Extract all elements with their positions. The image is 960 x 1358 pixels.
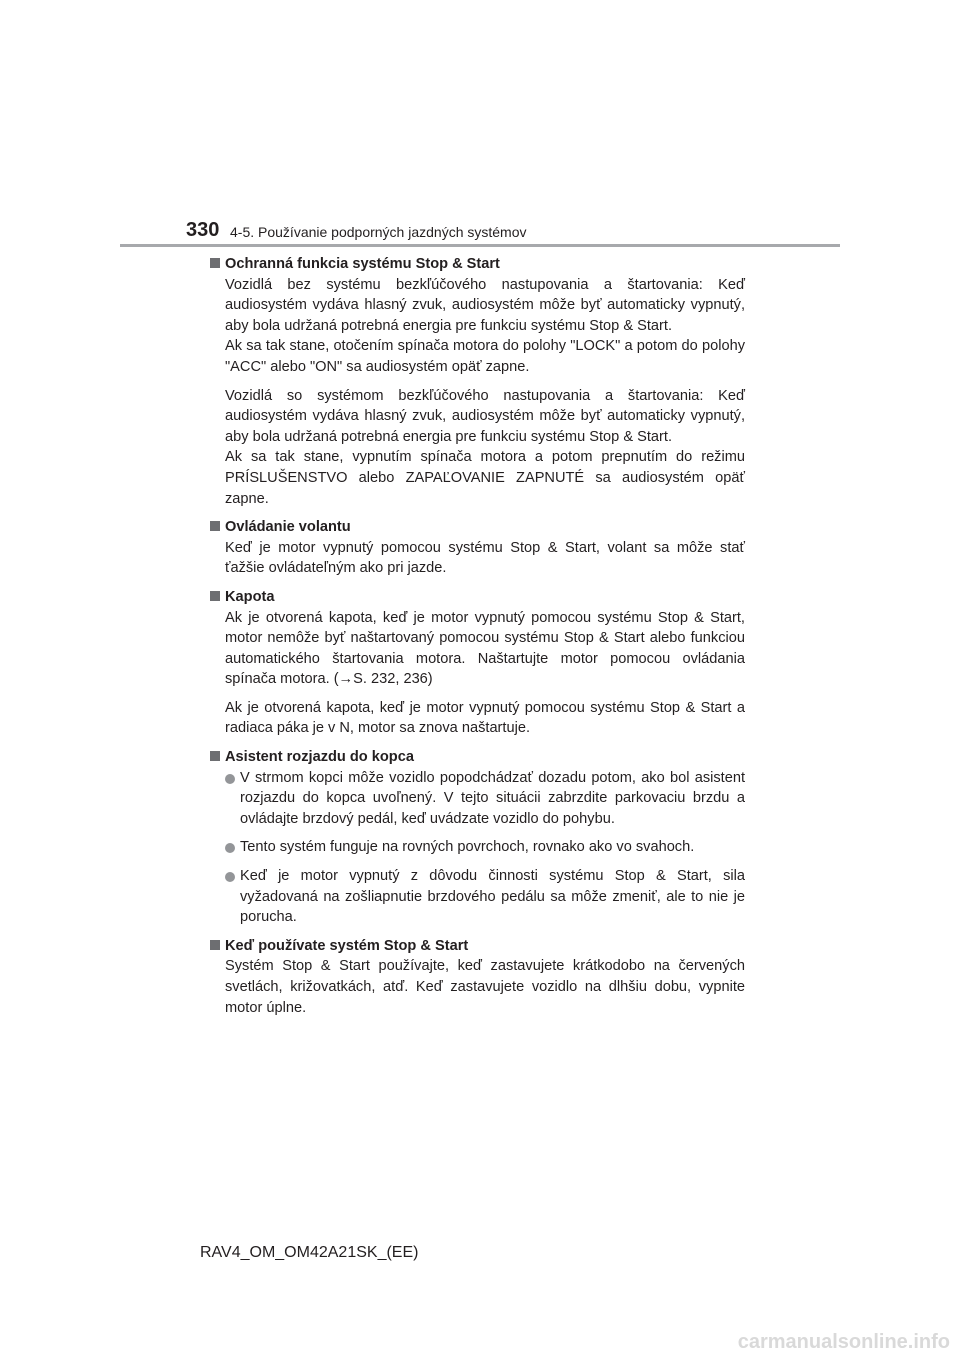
section-heading xyxy=(210,747,745,768)
content xyxy=(210,254,745,1026)
document-code: RAV4_OM_OM42A21SK_(EE) xyxy=(200,1244,419,1261)
paragraph-group xyxy=(225,386,745,510)
section-title: Asistent rozjazdu do kopca xyxy=(225,749,414,766)
square-bullet-icon xyxy=(210,751,220,761)
section-stop-start-protection xyxy=(210,254,745,509)
section-heading xyxy=(210,517,745,538)
square-bullet-icon xyxy=(210,521,220,531)
circle-bullet-icon xyxy=(225,872,235,882)
section-heading xyxy=(210,587,745,608)
section-title: Kapota xyxy=(225,588,275,605)
page-number: 330 xyxy=(186,219,220,241)
bullet-item xyxy=(225,837,745,858)
bullet-text: V strmom kopci môže vozidlo popodchádzať dozadu potom, ako bol asistent rozjazdu do kopca uvoľnený. V tejto situácii zabrzdite parkovaciu brzdu a ovládajte brzdový pedál, keď uvádzate vozidlo do pohybu. xyxy=(240,769,745,827)
bullet-item xyxy=(225,768,745,830)
paragraph-group xyxy=(225,275,745,378)
paragraph: Ak je otvorená kapota, keď je motor vypnutý pomocou systému Stop & Start, motor nemôže byť naštartovaný pomocou systému Stop & Start alebo funkciou automatického štartovania motora. Naštartujte motor pomocou ovládania spínača motora. (→S. 232, 236) xyxy=(225,609,745,688)
bullet-text: Keď je motor vypnutý z dôvodu činnosti systému Stop & Start, sila vyžadovaná na zošliapnutie brzdového pedálu sa môže zmeniť, ale to nie je porucha. xyxy=(240,868,745,926)
section-steering xyxy=(210,517,745,579)
square-bullet-icon xyxy=(210,258,220,268)
section-heading xyxy=(210,936,745,957)
section-heading xyxy=(210,254,745,275)
paragraph: Ak sa tak stane, otočením spínača motora do polohy "LOCK" a potom do polohy "ACC" alebo "ON" sa audiosystém opäť zapne. xyxy=(225,338,745,375)
circle-bullet-icon xyxy=(225,774,235,784)
paragraph: Vozidlá bez systému bezkľúčového nastupovania a štartovania: Keď audiosystém vydáva hlasný zvuk, audiosystém môže byť automaticky vypnutý, aby bola udržaná potrebná energia pre funkciu systému Stop & Start. xyxy=(225,276,745,334)
section-title: Keď používate systém Stop & Start xyxy=(225,937,469,954)
header-rule xyxy=(120,244,840,247)
square-bullet-icon xyxy=(210,940,220,950)
bullet-item xyxy=(225,866,745,928)
section-title: Ovládanie volantu xyxy=(225,519,351,536)
paragraph: Vozidlá so systémom bezkľúčového nastupovania a štartovania: Keď audiosystém vydáva hlasný zvuk, audiosystém môže byť automaticky vypnutý, aby bola udržaná potrebná energia pre funkciu systému Stop & Start. xyxy=(225,387,745,445)
bullet-text: Tento systém funguje na rovných povrchoch, rovnako ako vo svahoch. xyxy=(240,839,695,856)
paragraph: Ak je otvorená kapota, keď je motor vypnutý pomocou systému Stop & Start a radiaca páka je v N, motor sa znova naštartuje. xyxy=(225,699,745,737)
chapter-title: 4-5. Používanie podporných jazdných systémov xyxy=(230,224,527,240)
section-title: Ochranná funkcia systému Stop & Start xyxy=(225,256,500,272)
paragraph: Ak sa tak stane, vypnutím spínača motora a potom prepnutím do režimu PRÍSLUŠENSTVO alebo ZAPAĽOVANIE ZAPNUTÉ sa audiosystém opäť zapne. xyxy=(225,449,745,507)
circle-bullet-icon xyxy=(225,843,235,853)
paragraph: Keď je motor vypnutý pomocou systému Stop & Start, volant sa môže stať ťažšie ovládateľným ako pri jazde. xyxy=(225,539,745,577)
square-bullet-icon xyxy=(210,591,220,601)
section-hill-start-assist xyxy=(210,747,745,928)
paragraph: Systém Stop & Start používajte, keď zastavujete krátkodobo na červených svetlách, križovatkách, atď. Keď zastavujete vozidlo na dlhšiu dobu, vypnite motor úplne. xyxy=(225,958,745,1016)
section-hood xyxy=(210,587,745,739)
section-when-using-stop-start xyxy=(210,936,745,1018)
watermark: carmanualsonline.info xyxy=(737,1331,950,1353)
